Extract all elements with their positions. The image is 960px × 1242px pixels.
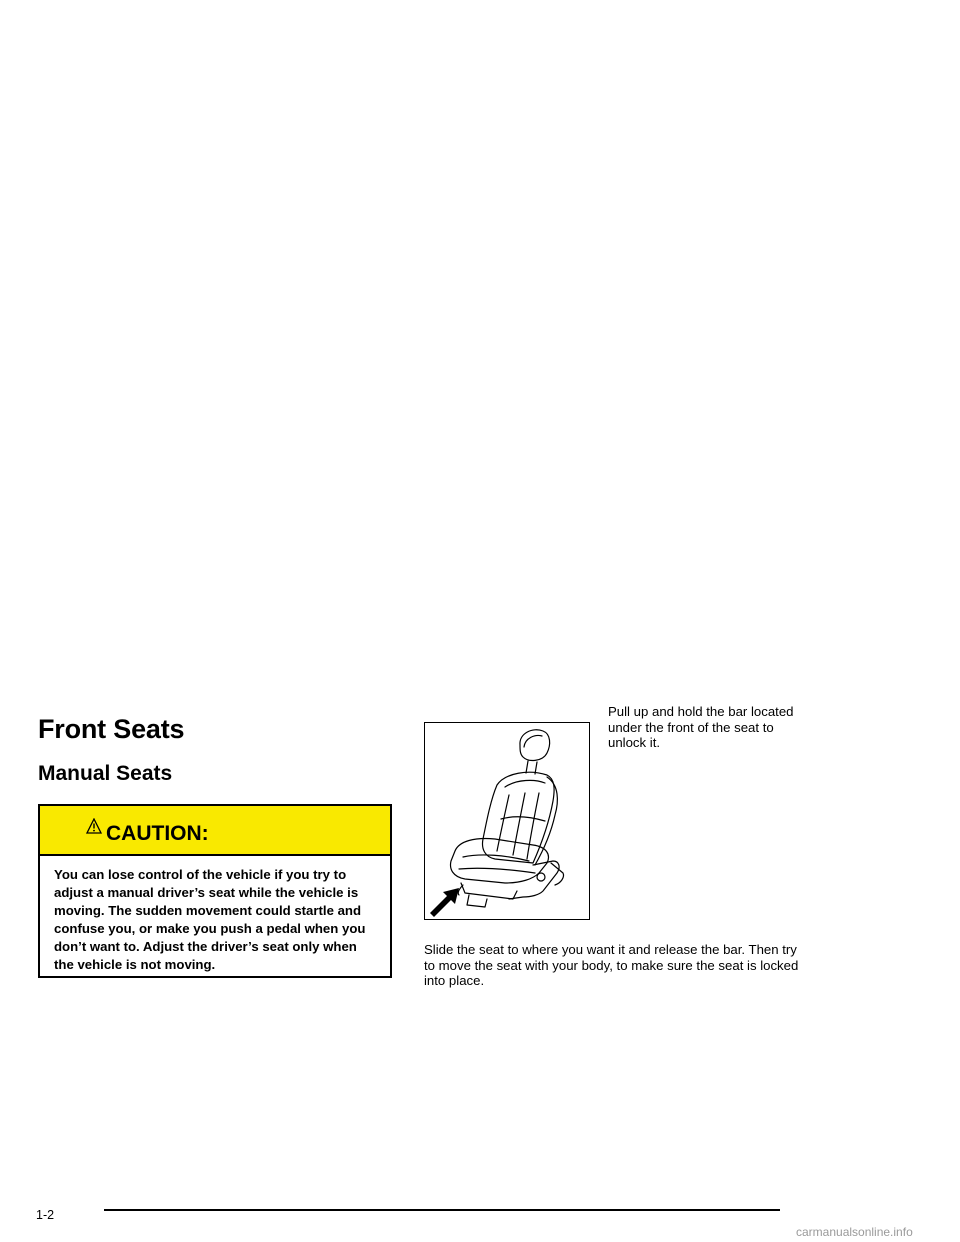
caution-header bbox=[40, 806, 390, 856]
caution-title: CAUTION: bbox=[106, 822, 209, 845]
warning-triangle-icon bbox=[86, 818, 102, 834]
section-subtitle: Manual Seats bbox=[38, 762, 173, 785]
seat-figure bbox=[424, 722, 590, 920]
instruction-step-2: Slide the seat to where you want it and release the bar. Then try to move the seat with your body, to make sure the seat is locked into place. bbox=[424, 942, 799, 988]
instruction-step-1: Pull up and hold the bar located under the front of the seat to unlock it. bbox=[608, 704, 794, 750]
section-title: Front Seats bbox=[38, 714, 185, 744]
page-number: 1-2 bbox=[36, 1208, 55, 1222]
footer-rule bbox=[104, 1209, 780, 1211]
caution-box bbox=[38, 804, 392, 978]
seat-illustration-icon bbox=[425, 723, 588, 918]
watermark: carmanualsonline.info bbox=[796, 1225, 913, 1239]
caution-text: You can lose control of the vehicle if you try to adjust a manual driver’s seat while the vehicle is moving. The sudden movement could startle and confuse you, or make you push a pedal when you don’t want to. Adjust the driver’s seat only when the vehicle is not moving. bbox=[54, 867, 366, 972]
